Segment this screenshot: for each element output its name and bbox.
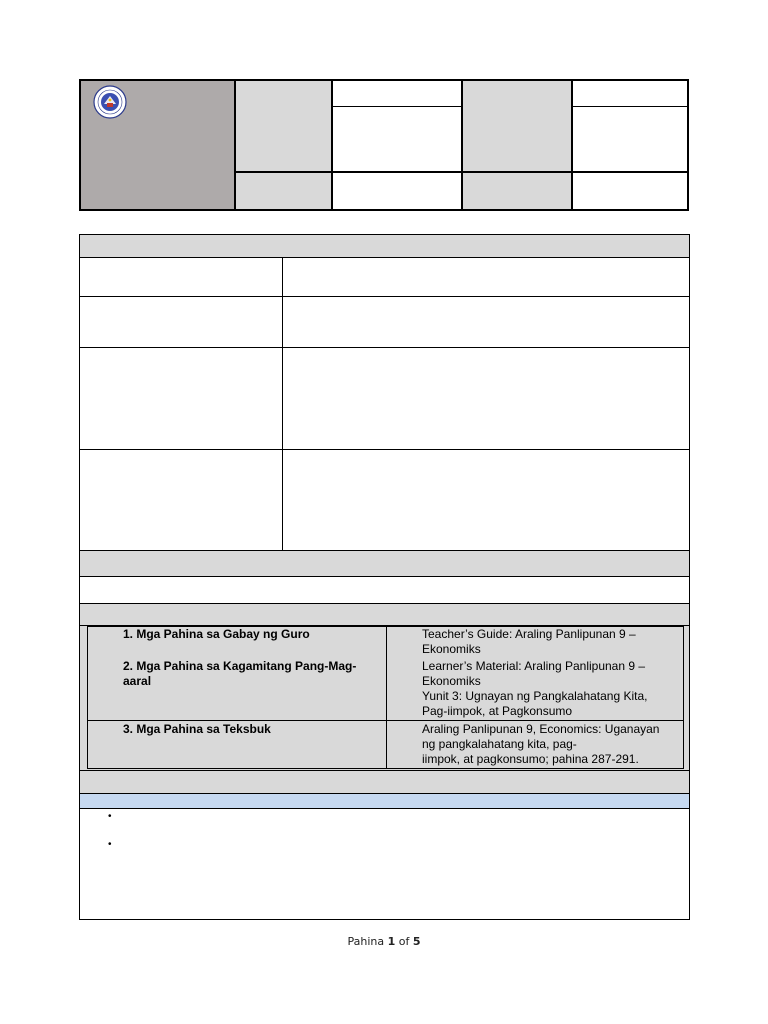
row-divider-3 (80, 449, 689, 450)
reference-label-textbook: 3. Mga Pahina sa Teksbuk (123, 722, 271, 736)
header-value-cell-4 (573, 81, 687, 107)
reference-label-learners-material (123, 659, 373, 689)
reference-label-teachers-guide: 1. Mga Pahina sa Gabay ng Guro (123, 627, 310, 641)
lesson-plan-table (79, 234, 690, 920)
reference-label-line: 2. Mga Pahina sa Kagamitang Pang-Mag- (123, 659, 357, 673)
reference-value-teachers-guide (422, 627, 684, 657)
logo-cell (81, 81, 236, 209)
footer-of: of (395, 935, 413, 948)
header-value-cell-5 (573, 107, 687, 173)
header-table (79, 79, 689, 211)
reference-value-line: Araling Panlipunan 9, Economics: Uganayan (422, 722, 660, 736)
section-band-content (80, 550, 689, 577)
reference-value-line: Pag-iimpok, at Pagkonsumo (422, 704, 573, 718)
row-divider-1 (80, 296, 689, 297)
reference-value-line: iimpok, at pagkonsumo; pahina 287-291. (422, 752, 639, 766)
footer-current-page: 1 (387, 935, 396, 948)
bullet-item-2: • (108, 839, 112, 850)
reference-value-line: ng pangkalahatang kita, pag- (422, 737, 577, 751)
references-table (87, 626, 684, 769)
header-label-cell-4 (463, 173, 573, 209)
reference-value-textbook (422, 722, 684, 767)
procedures-subheader-band (80, 794, 689, 809)
reference-value-line: Ekonomiks (422, 642, 481, 656)
bullet-item-1: • (108, 811, 112, 822)
page-footer (0, 935, 768, 948)
objectives-label-column (282, 258, 283, 551)
header-value-cell-3 (333, 173, 463, 209)
reference-value-line: Yunit 3: Ugnayan ng Pangkalahatang Kita, (422, 689, 648, 703)
header-label-cell-1 (236, 81, 333, 173)
deped-seal-icon (93, 85, 127, 119)
header-label-cell-3 (463, 81, 573, 173)
content-row (80, 577, 689, 604)
header-value-cell-2 (333, 107, 463, 173)
reference-value-line: Ekonomiks (422, 674, 481, 688)
header-label-cell-2 (236, 173, 333, 209)
references-column-divider (386, 627, 387, 768)
reference-value-line: Learner’s Material: Araling Panlipunan 9 – (422, 659, 646, 673)
header-value-cell-1 (333, 81, 463, 107)
reference-value-learners-material (422, 659, 684, 719)
references-row-divider (88, 720, 683, 721)
footer-total-pages: 5 (412, 935, 421, 948)
footer-prefix: Pahina (347, 935, 388, 948)
reference-label-line: aaral (123, 674, 152, 688)
section-band-objectives (80, 235, 689, 258)
header-value-cell-6 (573, 173, 687, 209)
row-divider-2 (80, 347, 689, 348)
reference-value-line: Teacher’s Guide: Araling Panlipunan 9 – (422, 627, 636, 641)
section-band-procedures (80, 770, 689, 794)
